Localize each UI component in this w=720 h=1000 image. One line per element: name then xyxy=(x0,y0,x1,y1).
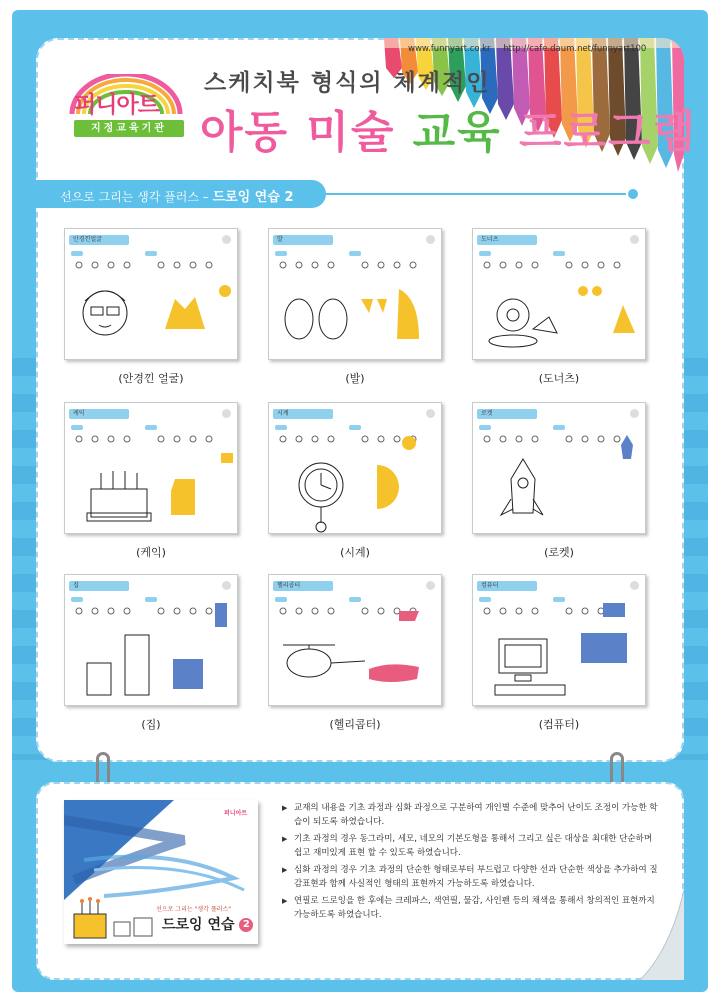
card-header: 집 xyxy=(69,581,129,591)
title-part-education: 교육 xyxy=(412,107,502,158)
book-title-text: 드로잉 연습 xyxy=(162,917,235,933)
description-list xyxy=(282,802,662,926)
card-header: 컴퓨터 xyxy=(477,581,537,591)
card-header: 로켓 xyxy=(477,409,537,419)
page-subtitle: 스케치북 형식의 체계적인 xyxy=(204,70,491,96)
drawing-card xyxy=(64,228,238,360)
card-caption: (발) xyxy=(345,372,365,385)
logo-badge: 지정교육기관 xyxy=(74,120,184,137)
card-caption: (로켓) xyxy=(544,546,574,559)
drawing-illustration xyxy=(269,229,443,361)
page-number-badge xyxy=(426,581,435,590)
page-number-badge xyxy=(426,409,435,418)
book-series: 선으로 그리는 "생각 플러스" xyxy=(156,906,231,913)
book-title xyxy=(162,914,253,934)
page-number-badge xyxy=(222,581,231,590)
drawing-card xyxy=(64,574,238,706)
description-item: ▶ 교재의 내용을 기초 과정과 심화 과정으로 구분하여 개인별 수준에 맞추어 난이도 조정이 가능한 학습이 되도록 하였습니다. xyxy=(282,802,662,829)
page-number-badge xyxy=(630,409,639,418)
drawing-illustration xyxy=(65,403,239,535)
drawing-illustration xyxy=(269,575,443,707)
section-title xyxy=(60,186,294,205)
cafe-link[interactable]: http://cafe.daum.net/funnyart100 xyxy=(503,44,647,54)
card-header: 케익 xyxy=(69,409,129,419)
title-part-art: 아동 미술 xyxy=(200,107,396,158)
page-number-badge xyxy=(630,581,639,590)
section-dot xyxy=(628,189,638,199)
page-number-badge xyxy=(426,235,435,244)
card-caption: (도너츠) xyxy=(538,372,580,385)
description-item: ▶ 기초 과정의 경우 동그라미, 세모, 네모의 기본도형을 통해서 그리고 싶은 대상을 최대한 단순하며 쉽고 재미있게 표현 할 수 있도록 하였습니다. xyxy=(282,833,662,860)
website-link[interactable]: www.funnyart.co.kr xyxy=(408,44,491,54)
drawing-illustration xyxy=(269,403,443,535)
card-caption: (케익) xyxy=(136,546,166,559)
card-caption: (시계) xyxy=(340,546,370,559)
drawing-card xyxy=(64,402,238,534)
drawing-illustration xyxy=(65,229,239,361)
page-number-badge xyxy=(222,409,231,418)
funnyart-logo xyxy=(54,70,194,150)
drawing-card xyxy=(268,402,442,534)
website-links xyxy=(408,44,656,54)
drawing-illustration xyxy=(65,575,239,707)
card-caption: (컴퓨터) xyxy=(538,718,580,731)
section-prefix: 선으로 그리는 생각 플러스 – xyxy=(60,190,209,204)
section-label: 드로잉 연습 2 xyxy=(212,190,294,205)
drawing-illustration xyxy=(473,575,647,707)
title-part-program: 프로그램 xyxy=(519,107,698,158)
card-header: 도너츠 xyxy=(477,235,537,245)
page-number-badge xyxy=(630,235,639,244)
description-item: ▶ 심화 과정의 경우 기초 과정의 단순한 형태로부터 부드럽고 다양한 선과 단순한 색상을 추가하여 질감표현과 함께 사실적인 형태의 표현까지 가능하도록 하였습니다. xyxy=(282,864,662,891)
drawing-card xyxy=(472,228,646,360)
drawing-card xyxy=(472,402,646,534)
description-item: ▶ 연필로 드로잉을 한 후에는 크레파스, 색연필, 물감, 사인펜 등의 채색을 통해서 창의적인 표현까지 가능하도록 하였습니다. xyxy=(282,895,662,922)
section-divider xyxy=(326,193,626,195)
book-number-badge: 2 xyxy=(239,918,253,932)
page-title xyxy=(200,96,697,160)
book-logo: 퍼니아트 xyxy=(224,810,248,817)
card-caption: (안경낀 얼굴) xyxy=(118,372,184,385)
card-header: 헬리콥터 xyxy=(273,581,333,591)
drawing-illustration xyxy=(473,229,647,361)
drawing-card xyxy=(472,574,646,706)
card-header: 발 xyxy=(273,235,333,245)
logo-name: 퍼니아트 xyxy=(74,92,159,118)
drawing-card xyxy=(268,228,442,360)
page-curl xyxy=(640,890,684,980)
drawing-illustration xyxy=(473,403,647,535)
page-number-badge xyxy=(222,235,231,244)
book-cover xyxy=(64,800,258,944)
card-header: 안경낀얼굴 xyxy=(69,235,129,245)
card-caption: (헬리콥터) xyxy=(329,718,381,731)
drawing-card xyxy=(268,574,442,706)
card-caption: (집) xyxy=(141,718,161,731)
card-header: 시계 xyxy=(273,409,333,419)
